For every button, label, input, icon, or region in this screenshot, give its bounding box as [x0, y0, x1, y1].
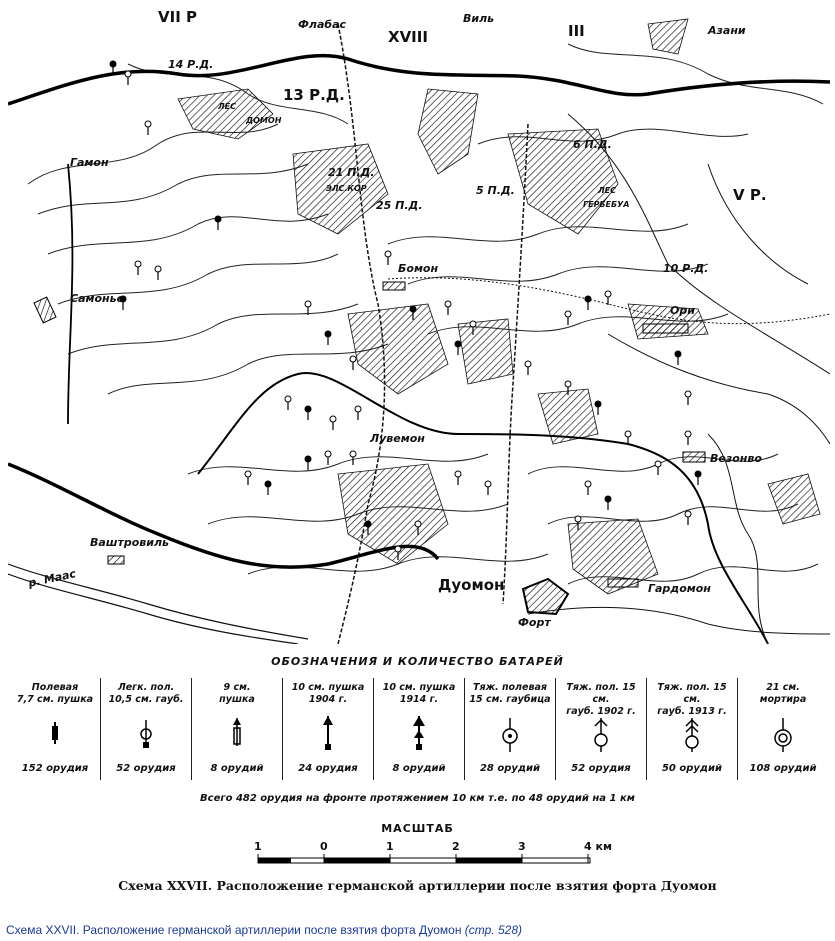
scale-bar	[250, 840, 612, 870]
battery-marker	[525, 361, 531, 367]
wood-label: ГЕРБЕБУА	[583, 200, 630, 209]
wood-area	[178, 89, 273, 139]
mortar-21cm-icon	[738, 716, 828, 756]
legend-item-count: 108 орудий	[749, 763, 817, 774]
battle-map	[8, 4, 830, 644]
scale-tick-label: 1	[254, 840, 262, 853]
wood-area	[458, 319, 513, 384]
position-line	[198, 373, 768, 644]
total-summary: Всего 482 орудия на фронте протяжением 10 км т.е. по 48 орудий на 1 км	[200, 793, 635, 804]
legend-item-heavy-howitzer	[464, 678, 555, 780]
battery-marker	[410, 306, 416, 312]
battery-marker	[330, 416, 336, 422]
legend-item-howitzer-1902	[555, 678, 646, 780]
gun-9cm-icon	[192, 716, 282, 756]
battery-marker	[605, 291, 611, 297]
legend-item-count: 8 орудий	[392, 763, 446, 774]
fort-douaumont-symbol	[523, 579, 568, 614]
village-label-bezonvaux: Везонво	[710, 452, 762, 465]
battery-marker	[325, 451, 331, 457]
wood-area	[648, 19, 688, 54]
legend-item-howitzer-1913	[646, 678, 737, 780]
legend-item-light-howitzer	[100, 678, 191, 780]
wood-label: ЛЕС	[598, 186, 616, 195]
battery-marker	[565, 311, 571, 317]
battery-marker	[565, 381, 571, 387]
division-label-6: 6 П.Д.	[573, 138, 612, 151]
scale-tick-label: 0	[320, 840, 328, 853]
contour-line	[38, 164, 308, 214]
legend-item-label: 10 см. пушка 1904 г.	[291, 682, 365, 705]
contour-line	[568, 44, 823, 104]
legend-item-count: 52 орудия	[571, 763, 631, 774]
web-caption-text: Схема XXVII. Расположение германской артиллерии после взятия форта Дуомон	[6, 923, 462, 937]
stream	[708, 164, 808, 284]
battery-marker	[485, 481, 491, 487]
corps-label-7r: VII Р	[158, 8, 197, 26]
corps-label-3: III	[568, 22, 585, 40]
legend	[10, 678, 828, 780]
legend-title: ОБОЗНАЧЕНИЯ И КОЛИЧЕСТВО БАТАРЕЙ	[271, 655, 564, 668]
legend-item-label: 9 см. пушка	[219, 682, 255, 705]
battery-marker	[350, 356, 356, 362]
battery-marker	[675, 351, 681, 357]
contour-line	[548, 504, 798, 524]
battery-marker	[695, 471, 701, 477]
battery-marker	[215, 216, 221, 222]
legend-item-label: Полевая 7,7 см. пушка	[16, 682, 94, 705]
battery-marker	[350, 451, 356, 457]
battery-marker	[595, 401, 601, 407]
legend-item-label: 10 см. пушка 1914 г.	[382, 682, 456, 705]
division-label-14: 14 Р.Д.	[168, 58, 214, 71]
wood-label: ЛЕС	[218, 102, 236, 111]
scale-bar-graphic	[250, 844, 610, 870]
village-label-gamon: Гамон	[70, 156, 109, 169]
contour-line	[188, 454, 488, 474]
battery-marker	[245, 471, 251, 477]
battery-marker	[365, 521, 371, 527]
village-block	[383, 282, 405, 290]
battery-marker	[355, 406, 361, 412]
village-label-louvemont: Лувемон	[370, 432, 425, 445]
battery-marker	[110, 61, 116, 67]
field-gun-icon	[10, 716, 100, 756]
battery-marker	[325, 331, 331, 337]
gun-1914-icon	[374, 716, 464, 756]
legend-item-count: 52 орудия	[116, 763, 176, 774]
division-label-5: 5 П.Д.	[476, 184, 515, 197]
division-label-10: 10 Р.Д.	[663, 262, 709, 275]
division-label-13: 13 Р.Д.	[283, 86, 345, 104]
legend-item-label: Тяж. пол. 15 см. гауб. 1902 г.	[566, 682, 636, 717]
battery-marker	[455, 471, 461, 477]
battery-marker	[605, 496, 611, 502]
battery-marker	[285, 396, 291, 402]
division-label-21: 21 П.Д.	[328, 166, 375, 179]
battery-marker	[125, 71, 131, 77]
division-label-25: 25 П.Д.	[376, 199, 423, 212]
contour-line	[48, 214, 328, 254]
battery-marker	[265, 481, 271, 487]
battery-marker	[395, 546, 401, 552]
legend-item-count: 50 орудий	[661, 763, 723, 774]
village-label-beaumont: Бомон	[398, 262, 439, 275]
village-label-douaumont: Дуомон	[438, 576, 505, 594]
battery-marker	[305, 406, 311, 412]
front-line-north	[8, 56, 830, 104]
village-label-flabas: Флабас	[298, 18, 347, 31]
scale-tick-label: 2	[452, 840, 460, 853]
wood-label: ЭЛС.КОР	[326, 184, 367, 193]
village-label-ville: Виль	[463, 12, 495, 25]
wood-area	[418, 89, 478, 174]
village-label-hardaumont: Гардомон	[648, 582, 711, 595]
scale-title: МАСШТАБ	[381, 822, 454, 835]
road	[528, 607, 830, 634]
village-label-azanne: Азани	[708, 24, 746, 37]
corps-label-5r: V Р.	[733, 186, 767, 204]
battery-marker	[585, 481, 591, 487]
battery-marker	[155, 266, 161, 272]
wood-label: ДОМОН	[246, 116, 282, 125]
battery-marker	[655, 461, 661, 467]
light-howitzer-icon	[101, 716, 191, 756]
web-caption-page: (стр. 528)	[464, 923, 523, 937]
village-block	[683, 452, 705, 462]
howitzer-1902-icon	[556, 716, 646, 756]
battery-marker	[470, 321, 476, 327]
legend-item-gun-9cm	[191, 678, 282, 780]
battery-marker	[135, 261, 141, 267]
village-block	[34, 297, 56, 323]
legend-item-mortar-21cm	[737, 678, 828, 780]
village-block	[608, 579, 638, 587]
contour-line	[388, 224, 688, 244]
battery-marker	[145, 121, 151, 127]
battery-marker	[685, 511, 691, 517]
gun-1904-icon	[283, 716, 373, 756]
village-label-samogneux: Самонье	[70, 292, 125, 305]
wood-area	[768, 474, 820, 524]
legend-item-count: 28 орудий	[479, 763, 541, 774]
scale-tick-label: 1	[386, 840, 394, 853]
battery-marker	[685, 431, 691, 437]
battery-marker	[585, 296, 591, 302]
legend-item-field-gun	[10, 678, 100, 780]
battery-marker	[455, 341, 461, 347]
legend-item-count: 152 орудия	[21, 763, 89, 774]
contour-line	[68, 304, 358, 354]
legend-item-gun-1904	[282, 678, 373, 780]
howitzer-1913-icon	[647, 716, 737, 756]
battery-marker	[685, 391, 691, 397]
web-caption	[6, 923, 522, 937]
road	[608, 334, 830, 444]
river-label: р. Маас	[27, 567, 78, 590]
battery-marker	[445, 301, 451, 307]
battery-marker	[575, 516, 581, 522]
village-block	[643, 324, 688, 333]
village-block	[108, 556, 124, 564]
battery-marker	[305, 456, 311, 462]
village-label-vacherauville: Ваштровиль	[90, 536, 169, 549]
scale-tick-label: 4 км	[584, 840, 612, 853]
wood-area	[348, 304, 448, 394]
legend-item-label: Тяж. полевая 15 см. гаубица	[469, 682, 551, 705]
legend-item-label: 21 см. мортира	[759, 682, 807, 705]
legend-item-gun-1914	[373, 678, 464, 780]
village-label-ornes: Ори	[670, 304, 695, 317]
heavy-howitzer-icon	[465, 716, 555, 756]
battery-marker	[305, 301, 311, 307]
battery-marker	[385, 251, 391, 257]
legend-item-label: Тяж. пол. 15 см. гауб. 1913 г.	[657, 682, 727, 717]
stream	[708, 434, 768, 644]
battery-marker	[625, 431, 631, 437]
legend-item-count: 8 орудий	[210, 763, 264, 774]
fort-label: Форт	[518, 616, 551, 629]
legend-item-count: 24 орудия	[298, 763, 358, 774]
battery-marker	[415, 521, 421, 527]
figure-caption: Схема XXVII. Расположение германской артиллерии после взятия форта Дуомон	[118, 878, 717, 893]
legend-item-label: Легк. пол. 10,5 см. гауб.	[108, 682, 184, 705]
corps-label-18: XVIII	[388, 28, 428, 46]
scale-tick-label: 3	[518, 840, 526, 853]
